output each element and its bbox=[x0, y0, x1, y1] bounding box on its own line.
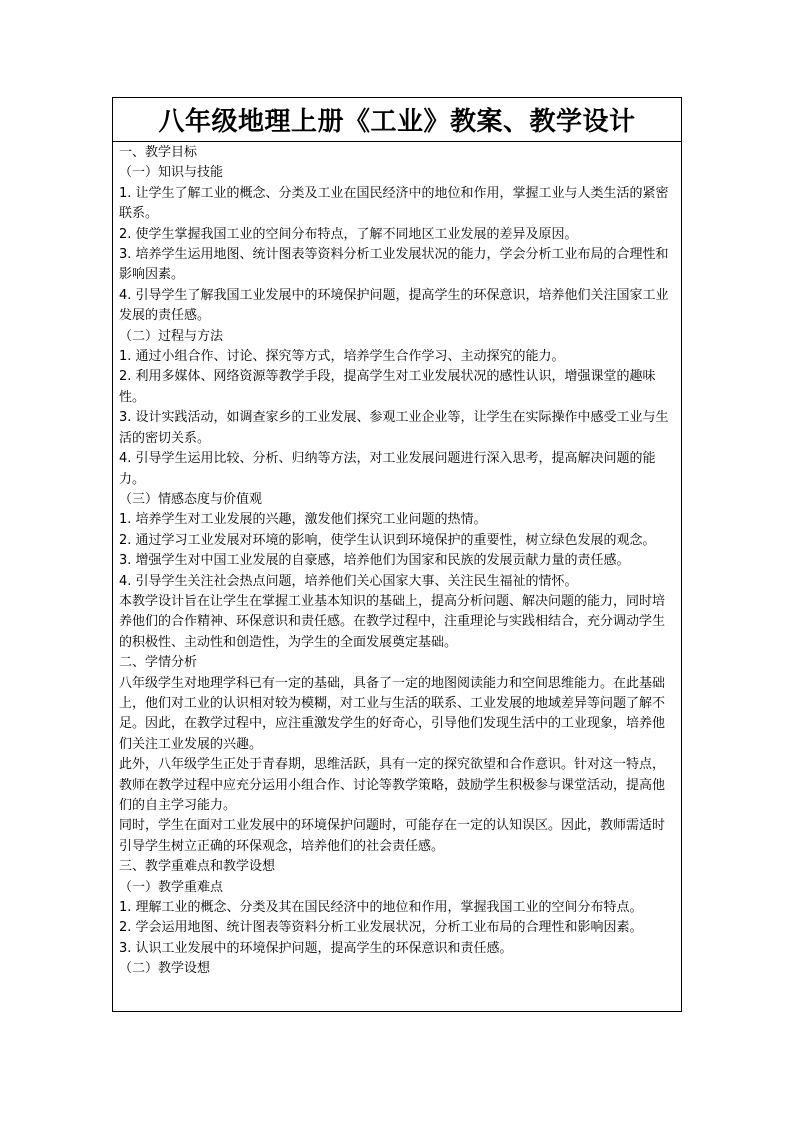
section-heading: 二、学情分析 bbox=[119, 655, 198, 671]
paragraph: 同时，学生在面对工业发展中的环境保护问题时，可能存在一定的认知误区。因此，教师需适时引导学生树立正确的环保观念，培养他们的社会责任感。 bbox=[119, 818, 666, 854]
section-heading: 一、教学目标 bbox=[119, 145, 198, 160]
paragraph: 本教学设计旨在让学生在掌握工业基本知识的基础上，提高分析问题、解决问题的能力，同时培养他们的合作精神、环保意识和责任感。在教学过程中，注重理论与实践相结合，充分调动学生的积极性、主动性和创造性，为学生的全面发展奠定基础。 bbox=[119, 593, 666, 650]
list-item: 1. 培养学生对工业发展的兴趣，激发他们探究工业问题的热情。 bbox=[119, 512, 487, 528]
list-item: 2. 使学生掌握我国工业的空间分布特点，了解不同地区工业发展的差异及原因。 bbox=[119, 226, 578, 242]
subsection-heading: （二）过程与方法 bbox=[119, 328, 224, 344]
list-item: 3. 培养学生运用地图、统计图表等资料分析工业发展状况的能力，学会分析工业布局的合理性和影响因素。 bbox=[119, 247, 669, 283]
subsection-heading: （一）教学重难点 bbox=[119, 879, 224, 895]
paragraph: 此外，八年级学生正处于青春期，思维活跃，具有一定的探究欲望和合作意识。针对这一特点，教师在教学过程中应充分运用小组合作、讨论等教学策略，鼓励学生积极参与课堂活动，提高他们的自主学习能力。 bbox=[119, 757, 666, 813]
list-item: 2. 学会运用地图、统计图表等资料分析工业发展状况，分析工业布局的合理性和影响因素。 bbox=[119, 920, 643, 936]
list-item: 4. 引导学生运用比较、分析、归纳等方法，对工业发展问题进行深入思考，提高解决问题的能力。 bbox=[119, 451, 656, 487]
list-item: 1. 理解工业的概念、分类及其在国民经济中的地位和作用，掌握我国工业的空间分布特点。 bbox=[119, 900, 643, 916]
subsection-heading: （二）教学设想 bbox=[119, 961, 211, 977]
list-item: 1. 通过小组合作、讨论、探究等方式，培养学生合作学习、主动探究的能力。 bbox=[119, 349, 565, 365]
list-item: 2. 利用多媒体、网络资源等教学手段，提高学生对工业发展状况的感性认识，增强课堂的趣味性。 bbox=[119, 369, 656, 405]
subsection-heading: （一）知识与技能 bbox=[119, 165, 224, 181]
list-item: 2. 通过学习工业发展对环境的影响，使学生认识到环境保护的重要性，树立绿色发展的观念。 bbox=[119, 532, 656, 548]
list-item: 3. 认识工业发展中的环境保护问题，提高学生的环保意识和责任感。 bbox=[119, 940, 513, 956]
title-cell bbox=[113, 98, 681, 142]
paragraph: 八年级学生对地理学科已有一定的基础，具备了一定的地图阅读能力和空间思维能力。在此基础上，他们对工业的认识相对较为模糊，对工业与生活的联系、工业发展的地域差异等问题了解不足。因此，在教学过程中，应注重激发学生的好奇心，引导他们发现生活中的工业现象，培养他们关注工业发展的兴趣。 bbox=[119, 675, 666, 752]
section-heading: 三、教学重难点和教学设想 bbox=[119, 859, 276, 875]
list-item: 1. 让学生了解工业的概念、分类及工业在国民经济中的地位和作用，掌握工业与人类生活的紧密联系。 bbox=[119, 185, 669, 222]
list-item: 3. 增强学生对中国工业发展的自豪感，培养他们为国家和民族的发展贡献力量的责任感。 bbox=[119, 553, 630, 569]
list-item: 4. 引导学生了解我国工业发展中的环境保护问题，提高学生的环保意识，培养他们关注国家工业发展的责任感。 bbox=[119, 287, 669, 324]
document-body bbox=[113, 142, 681, 980]
subsection-heading: （三）情感态度与价值观 bbox=[119, 491, 263, 507]
list-item: 4. 引导学生关注社会热点问题，培养他们关心国家大事、关注民生福祉的情怀。 bbox=[119, 573, 578, 589]
document-table bbox=[112, 97, 682, 1012]
list-item: 3. 设计实践活动，如调查家乡的工业发展、参观工业企业等，让学生在实际操作中感受工业与生活的密切关系。 bbox=[119, 410, 669, 446]
document-title: 八年级地理上册《工业》教案、教学设计 bbox=[158, 107, 636, 137]
